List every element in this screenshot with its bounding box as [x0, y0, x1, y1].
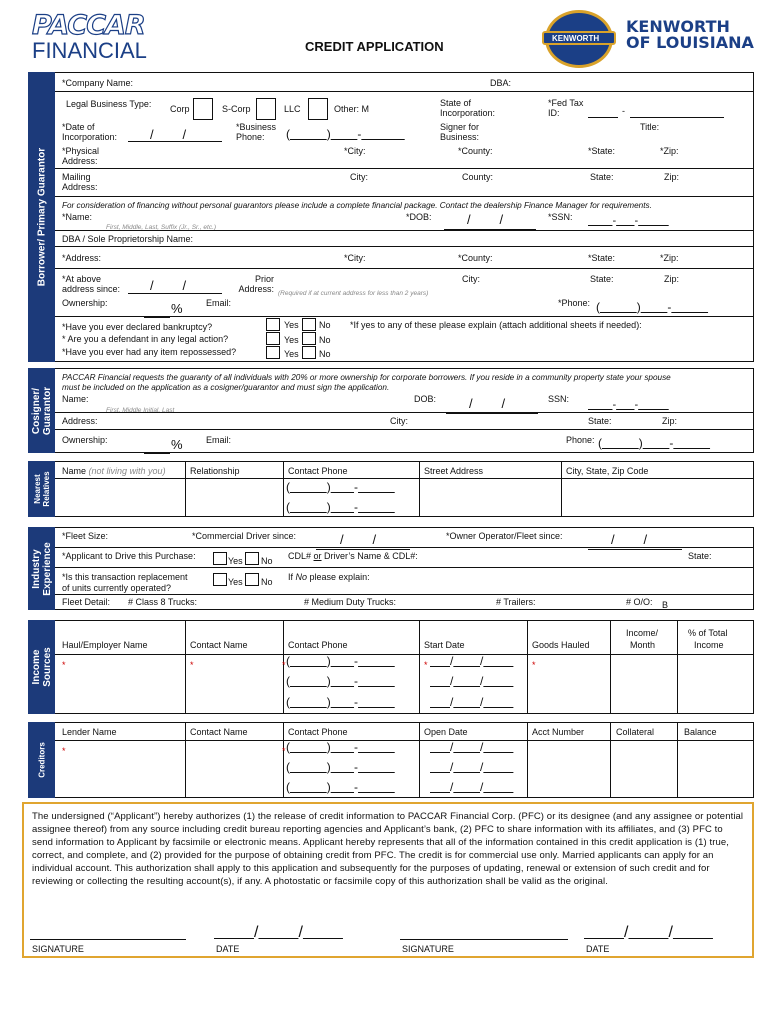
q2-no-checkbox[interactable]	[302, 332, 316, 345]
q1-yes-checkbox[interactable]	[266, 318, 280, 331]
at-above-slashes: / /	[150, 278, 187, 293]
scorp-label: S-Corp	[222, 104, 251, 114]
col-divider	[610, 722, 611, 798]
income-tab	[28, 620, 55, 714]
income-contact-name-header: Contact Name	[190, 640, 248, 650]
no-italic-text: No	[295, 572, 308, 582]
email-label: Email:	[206, 298, 232, 308]
owner-since-label: *Owner Operator/Fleet since:	[446, 531, 563, 541]
address-city-label: *City:	[344, 253, 366, 263]
drive-yes-checkbox[interactable]	[213, 552, 227, 565]
phone-label: *Phone:	[558, 298, 591, 308]
lender-header: Lender Name	[62, 727, 117, 737]
ownership-label: Ownership:	[62, 298, 108, 308]
title-label: Title:	[640, 122, 660, 132]
q1-no-checkbox[interactable]	[302, 318, 316, 331]
row-divider	[55, 654, 754, 655]
row-divider	[55, 740, 754, 741]
fed-tax-field-1[interactable]	[588, 108, 618, 118]
contact-star: *	[190, 660, 194, 670]
col-divider	[185, 620, 186, 714]
replacement-no-checkbox[interactable]	[245, 573, 259, 586]
col-divider	[419, 461, 420, 517]
q2-yes-checkbox[interactable]	[266, 332, 280, 345]
pct-header-2: Income	[694, 640, 724, 650]
prior-hint: (Required if at current address for less than 2 years)	[278, 290, 429, 297]
prior-city-label: City:	[462, 274, 480, 284]
cdl-driver-text: Driver’s Name & CDL#:	[321, 551, 418, 561]
repossessed-question: *Have you ever had any item repossessed?	[62, 347, 237, 357]
cosigner-name-hint: First, Middle Initial, Last	[106, 407, 175, 414]
oo-value: B	[662, 600, 669, 610]
creditor-date-mask-1: / /	[450, 740, 484, 754]
row-divider	[55, 547, 754, 548]
col-divider	[527, 620, 528, 714]
q1-yes-label: Yes	[284, 320, 299, 330]
cosigner-intro-1: PACCAR Financial requests the guaranty of all individuals with 20% or more ownership for corporate borrowers. If you reside in a community property state your spouse	[62, 373, 671, 382]
row-divider	[55, 594, 754, 595]
income-phone-mask-2: ( ) -	[286, 674, 359, 688]
q2-yes-label: Yes	[284, 335, 299, 345]
drive-yes-label: Yes	[228, 556, 243, 566]
relatives-phone-mask-2: ( ) -	[286, 500, 359, 514]
col-divider	[419, 722, 420, 798]
relatives-name-hint: (not living with you)	[88, 466, 166, 476]
zip-label: Zip:	[664, 172, 680, 182]
industry-tab-label: Industry Experience	[30, 541, 53, 596]
cosigner-city-label: City:	[390, 416, 408, 426]
col-divider	[527, 722, 528, 798]
row-divider	[55, 268, 754, 269]
row-divider	[55, 196, 754, 197]
dba-sole-label: DBA / Sole Proprietorship Name:	[62, 234, 194, 244]
cosigner-ssn-mask: - -	[612, 399, 639, 411]
col-divider	[283, 461, 284, 517]
cosigner-percent-sign: %	[171, 437, 183, 452]
fleet-detail-label: Fleet Detail:	[62, 597, 111, 607]
cosigner-ownership-field[interactable]	[144, 444, 170, 454]
creditor-phone-mask-1: ( ) -	[286, 740, 359, 754]
owner-since-slashes: / /	[611, 532, 648, 547]
fed-tax-label: *Fed Tax ID:	[548, 98, 584, 118]
explain-label: *If yes to any of these please explain (attach additional sheets if needed):	[350, 320, 642, 330]
haul-header: Haul/Employer Name	[62, 640, 148, 650]
row-divider	[55, 168, 754, 169]
industry-tab	[28, 527, 55, 610]
creditor-phone-star: *	[282, 746, 286, 756]
creditor-contact-name-header: Contact Name	[190, 727, 248, 737]
haul-star: *	[62, 660, 66, 670]
logo-paccar-text: PACCAR	[32, 10, 145, 41]
cdl-since-slashes: / /	[340, 532, 377, 547]
signer-label: Signer for Business:	[440, 122, 480, 142]
row-divider	[55, 246, 754, 247]
q2-no-label: No	[319, 335, 331, 345]
start-date-header: Start Date	[424, 640, 465, 650]
defendant-question: * Are you a defendant in any legal action?	[62, 334, 229, 344]
row-divider	[55, 429, 754, 430]
bankruptcy-question: *Have you ever declared bankruptcy?	[62, 322, 213, 332]
city-req-label: *City:	[344, 146, 366, 156]
cosigner-name-label: Name:	[62, 394, 89, 404]
cdl-name-label	[288, 551, 418, 561]
ssn-label: *SSN:	[548, 212, 573, 222]
state-req-label: *State:	[588, 146, 616, 156]
kenworth-line1: KENWORTH	[626, 17, 730, 36]
col-divider	[185, 461, 186, 517]
open-date-header: Open Date	[424, 727, 468, 737]
cdl-since-label: *Commercial Driver since:	[192, 531, 297, 541]
goods-star: *	[532, 660, 536, 670]
replacement-yes-label: Yes	[228, 577, 243, 587]
collateral-header: Collateral	[616, 727, 655, 737]
drive-no-label: No	[261, 556, 273, 566]
col-divider	[419, 620, 420, 714]
cosigner-phone-mask: ( ) -	[598, 436, 674, 450]
date-star: *	[424, 660, 428, 670]
kenworth-line2: OF LOUISIANA	[626, 33, 754, 52]
relatives-name-header	[62, 466, 166, 476]
state-label: State:	[590, 172, 614, 182]
city-label: City:	[350, 172, 368, 182]
date-mask-1: / /	[254, 924, 303, 941]
please-explain-text: please explain:	[307, 572, 370, 582]
cosigner-phone-label: Phone:	[566, 435, 595, 445]
relatives-tab-label: Nearest Relatives	[32, 471, 51, 507]
cosigner-dob-slashes: / /	[469, 396, 506, 411]
signature-label-2: SIGNATURE	[402, 944, 454, 954]
relationship-header: Relationship	[190, 466, 240, 476]
relatives-contact-header: Contact Phone	[288, 466, 348, 476]
logo-financial-text: FINANCIAL	[32, 38, 147, 63]
creditor-date-mask-3: / /	[450, 780, 484, 794]
kenworth-seal-logo	[545, 10, 613, 68]
cosigner-state-label: State:	[588, 416, 612, 426]
address-state-label: *State:	[588, 253, 616, 263]
col-divider	[561, 461, 562, 517]
csz-header: City, State, Zip Code	[566, 466, 649, 476]
ssn-mask: - -	[612, 215, 639, 227]
legal-type-label: Legal Business Type:	[66, 99, 152, 109]
cdl-or-text: or	[313, 551, 322, 561]
state-inc-label: State of Incorporation:	[440, 98, 496, 118]
row-divider	[55, 412, 754, 413]
consideration-note: For consideration of financing without personal guarantors please include a complete financial package. Contact the dealership Finance Manager for requirements.	[62, 201, 652, 210]
cosigner-tab	[28, 368, 55, 453]
row-divider	[55, 230, 754, 231]
replacement-label-2: of units currently operated?	[62, 583, 172, 593]
if-text: If	[288, 572, 296, 582]
balance-header: Balance	[684, 727, 717, 737]
paccar-logo	[32, 12, 162, 62]
col-divider	[610, 620, 611, 714]
q3-yes-label: Yes	[284, 349, 299, 359]
seal-text: KENWORTH	[552, 34, 600, 43]
creditor-phone-mask-3: ( ) -	[286, 780, 359, 794]
cosigner-address-label: Address:	[62, 416, 98, 426]
address-label: *Address:	[62, 253, 102, 263]
goods-header: Goods Hauled	[532, 640, 590, 650]
physical-label: *Physical Address:	[62, 146, 100, 166]
prior-zip-label: Zip:	[664, 274, 680, 284]
cosigner-email-label: Email:	[206, 435, 232, 445]
col-divider	[185, 722, 186, 798]
relatives-tab	[28, 461, 55, 517]
dob-label: *DOB:	[406, 212, 432, 222]
income-date-mask-3: / /	[450, 695, 484, 709]
llc-label: LLC	[284, 104, 301, 114]
income-date-mask-1: / /	[450, 654, 484, 668]
income-month-header-2: Month	[630, 640, 656, 650]
mailing-label: Mailing Address:	[62, 172, 98, 192]
replacement-label-1: *Is this transaction replacement	[62, 572, 188, 582]
percent-sign: %	[171, 301, 183, 316]
q1-no-label: No	[319, 320, 331, 330]
relatives-phone-mask-1: ( ) -	[286, 480, 359, 494]
trailers-label: # Trailers:	[496, 597, 536, 607]
row-divider	[55, 478, 754, 479]
col-divider	[677, 722, 678, 798]
col-divider	[283, 722, 284, 798]
if-no-label	[288, 572, 370, 582]
col-divider	[677, 620, 678, 714]
cosigner-ownership-label: Ownership:	[62, 435, 108, 445]
borrower-tab-label: Borrower/ Primary Guarantor	[36, 147, 47, 287]
relatives-name-text: Name	[62, 466, 87, 476]
date-inc-slashes: / /	[150, 127, 187, 142]
business-phone-label: *Business Phone:	[236, 122, 277, 142]
street-header: Street Address	[424, 466, 484, 476]
name-label: *Name:	[62, 212, 93, 222]
cosigner-tab-label: Cosigner/ Guarantor	[30, 386, 53, 435]
prior-state-label: State:	[590, 274, 614, 284]
address-zip-label: *Zip:	[660, 253, 679, 263]
replacement-yes-checkbox[interactable]	[213, 573, 227, 586]
creditor-date-mask-2: / /	[450, 760, 484, 774]
scorp-checkbox[interactable]	[256, 98, 276, 120]
q3-no-checkbox[interactable]	[302, 346, 316, 359]
name-hint: First, Middle, Last, Suffix (Jr., Sr., etc.)	[106, 224, 217, 231]
class8-label: # Class 8 Trucks:	[128, 597, 198, 607]
signature-line-2[interactable]	[400, 930, 568, 940]
row-divider	[55, 567, 754, 568]
corp-label: Corp	[170, 104, 190, 114]
date-inc-label: *Date of Incorporation:	[62, 122, 118, 142]
zip-req-label: *Zip:	[660, 146, 679, 156]
applicant-drive-label: *Applicant to Drive this Purchase:	[62, 551, 196, 561]
income-tab-label: Income Sources	[30, 647, 53, 687]
corp-checkbox[interactable]	[193, 98, 213, 120]
authorization-text: The undersigned (“Applicant”) hereby authorizes (1) the release of credit information to PACCAR Financial Corp. (PFC) or its designee (and any assignee or potential assignee thereof) from any source including credit bureau reporting agencies and Applicant’s bank, (2) PFC to share information with its affiliates, and (3) PFC to send information to Applicant by facsimile or electronic means. Applicant hereby represents that all of the information contained in this credit application is (1) true, correct, and complete, and (2) provided for the purpose of obtaining credit from PFC. The credit is for commercial use only. Married applicants can apply for an individual account. This authorization shall apply to this application and subsequently for the purposes of updating, renewal or extension of such credit and for reviewing or collecting the resulting account(s), if any. A photostatic or facsimile copy of this authorization shall be valid as the original.	[32, 811, 744, 887]
phone-mask: ( ) -	[596, 300, 672, 314]
dob-slashes: / /	[467, 212, 504, 227]
cosigner-dob-label: DOB:	[414, 394, 437, 404]
creditor-phone-mask-2: ( ) -	[286, 760, 359, 774]
pct-header-1: % of Total	[688, 628, 728, 638]
cosigner-intro-2: must be included on the application as a cosigner/guarantor and must sign the application.	[62, 383, 390, 392]
llc-checkbox[interactable]	[308, 98, 328, 120]
row-divider	[55, 316, 754, 317]
fleet-size-label: *Fleet Size:	[62, 531, 109, 541]
cosigner-ssn-label: SSN:	[548, 394, 570, 404]
income-month-header-1: Income/	[626, 628, 659, 638]
creditors-tab-label: Creditors	[37, 742, 46, 778]
county-req-label: *County:	[458, 146, 493, 156]
date-label-1: DATE	[216, 944, 240, 954]
cdl-text: CDL#	[288, 551, 314, 561]
q3-yes-checkbox[interactable]	[266, 346, 280, 359]
acct-header: Acct Number	[532, 727, 585, 737]
income-phone-mask-1: ( ) -	[286, 654, 359, 668]
drive-no-checkbox[interactable]	[245, 552, 259, 565]
borrower-tab	[28, 72, 55, 362]
income-date-mask-2: / /	[450, 674, 484, 688]
signature-label-1: SIGNATURE	[32, 944, 84, 954]
address-county-label: *County:	[458, 253, 493, 263]
signature-line-1[interactable]	[30, 930, 186, 940]
income-phone-mask-3: ( ) -	[286, 695, 359, 709]
medium-label: # Medium Duty Trucks:	[304, 597, 397, 607]
date-label-2: DATE	[586, 944, 610, 954]
phone-star: *	[282, 660, 286, 670]
row-divider	[55, 91, 754, 92]
county-label: County:	[462, 172, 494, 182]
cosigner-zip-label: Zip:	[662, 416, 678, 426]
dba-label: DBA:	[490, 78, 512, 88]
company-name-label: *Company Name:	[62, 78, 134, 88]
replacement-no-label: No	[261, 577, 273, 587]
prior-label: Prior Address:	[238, 274, 274, 294]
income-contact-phone-header: Contact Phone	[288, 640, 348, 650]
q3-no-label: No	[319, 349, 331, 359]
lender-star: *	[62, 746, 66, 756]
at-above-label: *At above address since:	[62, 274, 121, 294]
fed-tax-dash: -	[622, 106, 625, 116]
creditor-contact-phone-header: Contact Phone	[288, 727, 348, 737]
fed-tax-field-2[interactable]	[630, 108, 724, 118]
date-mask-2: / /	[624, 924, 673, 941]
oo-label: # O/O:	[626, 597, 653, 607]
creditors-tab	[28, 722, 55, 798]
business-phone-mask: ( ) -	[286, 127, 362, 141]
other-label: Other: M	[334, 104, 370, 114]
page-title: CREDIT APPLICATION	[305, 39, 444, 54]
industry-state-label: State:	[688, 551, 712, 561]
